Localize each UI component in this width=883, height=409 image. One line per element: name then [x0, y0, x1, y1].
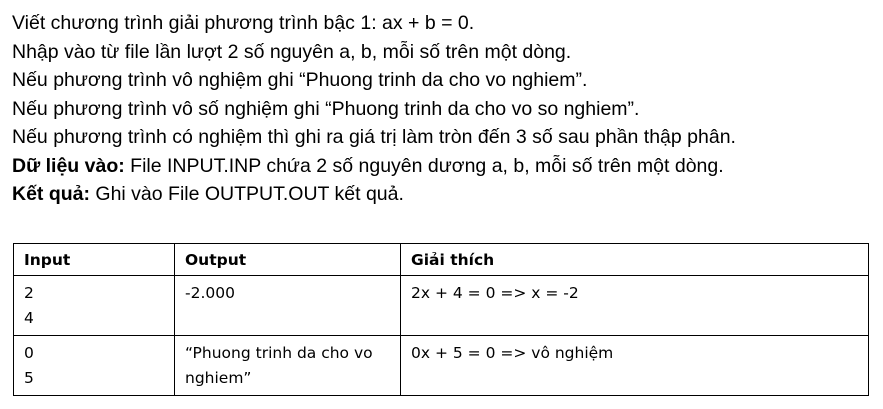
statement-line-3: Nếu phương trình vô nghiệm ghi “Phuong trinh da cho vo nghiem”. [12, 69, 588, 91]
example-table [13, 243, 869, 396]
table-row [14, 276, 869, 336]
input-value-a: 2 [24, 284, 34, 302]
cell-input [14, 336, 175, 396]
cell-explanation: 2x + 4 = 0 => x = -2 [401, 276, 869, 336]
statement-line-2: Nhập vào từ file lần lượt 2 số nguyên a, b, mỗi số trên một dòng. [12, 40, 572, 63]
input-spec-label: Dữ liệu vào: [12, 154, 125, 177]
input-value-b: 4 [24, 309, 34, 327]
statement-line-1: Viết chương trình giải phương trình bậc 1: ax + b = 0. [12, 12, 475, 34]
table-header-row [14, 244, 869, 276]
cell-output: -2.000 [175, 276, 401, 336]
output-spec-label: Kết quả: [12, 183, 90, 205]
header-output: Output [175, 244, 401, 276]
table-row [14, 336, 869, 396]
cell-explanation: 0x + 5 = 0 => vô nghiệm [401, 336, 869, 396]
input-spec-text: File INPUT.INP chứa 2 số nguyên dương a, b, mỗi số trên một dòng. [124, 154, 724, 177]
output-spec-text: Ghi vào File OUTPUT.OUT kết quả. [90, 183, 404, 205]
input-spec [12, 152, 877, 181]
input-value-b: 5 [24, 369, 34, 387]
header-input: Input [14, 244, 175, 276]
statement-line-5: Nếu phương trình có nghiệm thì ghi ra giá trị làm tròn đến 3 số sau phần thập phân. [12, 126, 736, 148]
cell-input [14, 276, 175, 336]
header-explanation: Giải thích [401, 244, 869, 276]
output-spec [12, 180, 877, 209]
cell-output: “Phuong trinh da cho vo nghiem” [175, 336, 401, 396]
statement-line-4: Nếu phương trình vô số nghiệm ghi “Phuong trinh da cho vo so nghiem”. [12, 97, 640, 120]
input-value-a: 0 [24, 344, 34, 362]
problem-statement [12, 9, 877, 209]
